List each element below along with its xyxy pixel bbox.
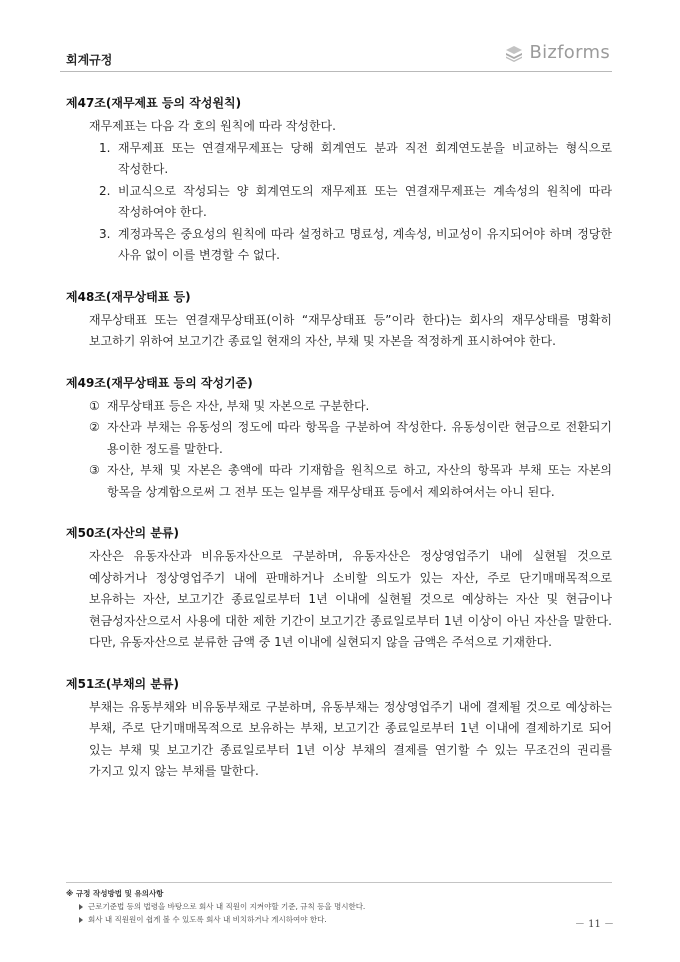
document-body xyxy=(66,93,612,803)
list-item-text: 재무상태표 등은 자산, 부채 및 자본으로 구분한다. xyxy=(107,398,370,413)
triangle-bullet-icon xyxy=(79,904,83,910)
article-intro: 재무제표는 다음 각 호의 원칙에 따라 작성한다. xyxy=(89,119,336,133)
footnote-text: 근로기준법 등의 법령을 바탕으로 회사 내 직원이 지켜야할 기준, 규칙 등을 명시한다. xyxy=(88,902,366,911)
list-item-text: 자산과 부채는 유동성의 정도에 따라 항목을 구분하여 작성한다. 유동성이란 현금으로 전환되기 용이한 정도를 말한다. xyxy=(107,420,612,456)
list-item xyxy=(66,417,612,460)
article-body: 재무상태표 또는 연결재무상태표(이하 “재무상태표 등”이라 한다)는 회사의 재무상태를 명확히 보고하기 위하여 보고기간 종료일 현재의 자산, 부채 및 자본을 적정하게 표시하여야 한다. xyxy=(89,312,612,348)
list-marker: ② xyxy=(89,420,100,434)
footnote-line xyxy=(66,900,536,913)
list-item-text: 비교식으로 작성되는 양 회계연도의 재무제표 또는 연결재무제표는 계속성의 원칙에 따라 작성하여야 한다. xyxy=(118,183,612,219)
triangle-bullet-icon xyxy=(79,917,83,923)
list-marker: ① xyxy=(89,398,100,413)
footnote-line xyxy=(66,913,536,926)
article-title: 제51조(부채의 분류) xyxy=(66,676,179,691)
brand-logo xyxy=(504,42,610,63)
circled-list xyxy=(66,396,612,504)
article-50 xyxy=(66,523,612,654)
footnote xyxy=(66,887,536,926)
article-48 xyxy=(66,287,612,353)
list-marker: ③ xyxy=(89,463,100,477)
article-title: 제47조(재무제표 등의 작성원칙) xyxy=(66,96,242,110)
numbered-list xyxy=(66,138,612,267)
article-title: 제48조(재무상태표 등) xyxy=(66,289,191,304)
footnote-title: ※ 규정 작성방법 및 유의사항 xyxy=(66,889,164,898)
article-title: 제49조(재무상태표 등의 작성기준) xyxy=(66,375,253,390)
document-title: 회계규정 xyxy=(66,53,113,67)
list-item-text: 자산, 부채 및 자본은 총액에 따라 기재함을 원칙으로 하고, 자산의 항목과 부채 또는 자본의 항목을 상계함으로써 그 전부 또는 일부를 재무상태표 등에서 제외하여서는 아니 된다. xyxy=(107,463,612,499)
list-item-text: 계정과목은 중요성의 원칙에 따라 설정하고 명료성, 계속성, 비교성이 유지되어야 하며 정당한 사유 없이 이를 변경할 수 없다. xyxy=(118,226,612,262)
article-body: 부채는 유동부채와 비유동부채로 구분하며, 유동부채는 정상영업주기 내에 결제될 것으로 예상하는 부채, 주로 단기매매목적으로 보유하는 부채, 보고기간 종료일로부터 1년 이내에 결제하기로 되어 있는 부채 및 보고기간 종료일로부터 1년 이상 부채의 결제를 연기할 수 있는 무조건의 권리를 가지고 있지 않는 부채를 말한다. xyxy=(89,699,612,778)
article-body: 자산은 유동자산과 비유동자산으로 구분하며, 유동자산은 정상영업주기 내에 실현될 것으로 예상하거나 정상영업주기 내에 판매하거나 소비할 의도가 있는 자산, 주로 단기매매목적으로 보유하는 자산, 보고기간 종료일로부터 1년 이내에 실현될 것으로 예상하는 자산 및 현금이나 현금성자산으로서 사용에 대한 제한 기간이 보고기간 종료일로부터 1년 이상이 아닌 자산을 말한다. 다만, 유동자산으로 분류한 금액 중 1년 이내에 실현되지 않을 금액은 주석으로 기재한다. xyxy=(89,549,612,649)
article-51 xyxy=(66,674,612,783)
header-divider xyxy=(60,71,612,72)
page-number: － 11 － xyxy=(574,919,614,930)
list-item-text: 재무제표 또는 연결재무제표는 당해 회계연도 분과 직전 회계연도분을 비교하는 형식으로 작성한다. xyxy=(118,140,612,176)
page-header xyxy=(60,40,612,72)
list-item xyxy=(66,460,612,503)
footer-divider xyxy=(66,882,612,883)
brand-name: Bizforms xyxy=(529,42,610,63)
list-item xyxy=(66,138,612,181)
article-47 xyxy=(66,93,612,267)
list-item xyxy=(66,224,612,267)
article-49 xyxy=(66,373,612,504)
list-marker: 3. xyxy=(99,226,111,241)
list-item xyxy=(66,181,612,224)
list-item xyxy=(66,396,612,418)
footnote-text: 회사 내 직원원이 쉽게 볼 수 있도록 회사 내 비치하거나 게시하여야 한다. xyxy=(88,915,327,924)
bizforms-logo-icon xyxy=(504,43,524,63)
list-marker: 1. xyxy=(99,140,111,155)
list-marker: 2. xyxy=(99,183,111,198)
article-title: 제50조(자산의 분류) xyxy=(66,526,179,540)
